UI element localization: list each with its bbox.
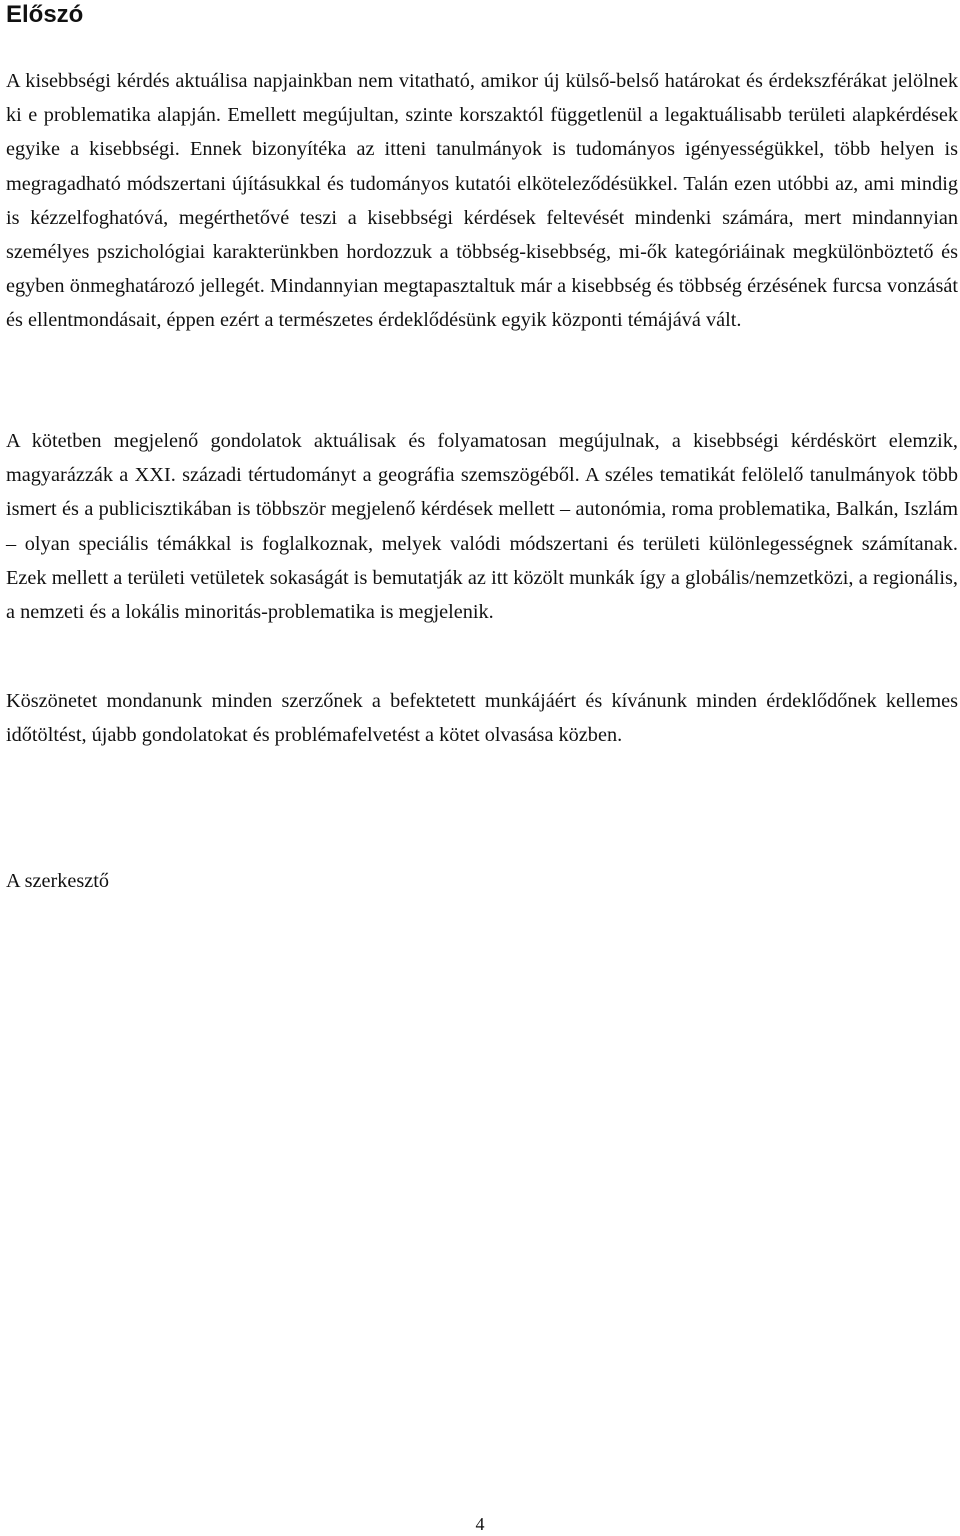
- paragraph-intro: A kisebbségi kérdés aktuálisa napjainkban nem vitatható, amikor új külső-belső határokat és érdekszférákat jelölnek ki e problematika alapján. Emellett megújultan, szinte korszaktól függetlenül a legaktuálisabb területi alapkérdések egyike a kisebbségi. Ennek bizonyítéka az itteni tanulmányok is tudományos igényességükkel, több helyen is megragadható módszertani újításukkal és tudományos kutatói elköteleződésükkel. Talán ezen utóbbi az, ami mindig is kézzelfoghatóvá, megérthetővé teszi a kisebbségi kérdések feltevését mindenki számára, mert mindannyian személyes pszichológiai karakterünkben hordozzuk a többség-kisebbség, mi-ők kategóriáinak megkülönböztető és egyben önmeghatározó jellegét. Mindannyian megtapasztaltuk már a kisebbség és többség érzésének furcsa vonzását és ellentmondásait, éppen ezért a természetes érdeklődésünk egyik központi témájává vált.: [6, 70, 958, 332]
- document-page: [6, 0, 958, 892]
- paragraph-volume-content: A kötetben megjelenő gondolatok aktuálisak és folyamatosan megújulnak, a kisebbségi kérdéskört elemzik, magyarázzák a XXI. századi tértudományt a geográfia szemszögéből. A széles tematikát felölelő tanulmányok több ismert és a publicisztikában is többször megjelenő kérdések mellett – autonómia, roma problematika, Balkán, Iszlám – olyan speciális témákkal is foglalkoznak, melyek valódi módszertani és területi különlegességnek számítanak. Ezek mellett a területi vetületek sokaságát is bemutatják az itt közölt munkák így a globális/nemzetközi, a regionális, a nemzeti és a lokális minoritás-problematika is megjelenik.: [6, 430, 958, 624]
- page-number: 4: [475, 1514, 485, 1534]
- signature: A szerkesztő: [6, 870, 110, 892]
- paragraph-acknowledgement: Köszönetet mondanunk minden szerzőnek a befektetett munkájáért és kívánunk minden érdeklődőnek kellemes időtöltést, újabb gondolatokat és problémafelvetést a kötet olvasása közben.: [6, 690, 958, 747]
- page-title: Előszó: [6, 1, 84, 28]
